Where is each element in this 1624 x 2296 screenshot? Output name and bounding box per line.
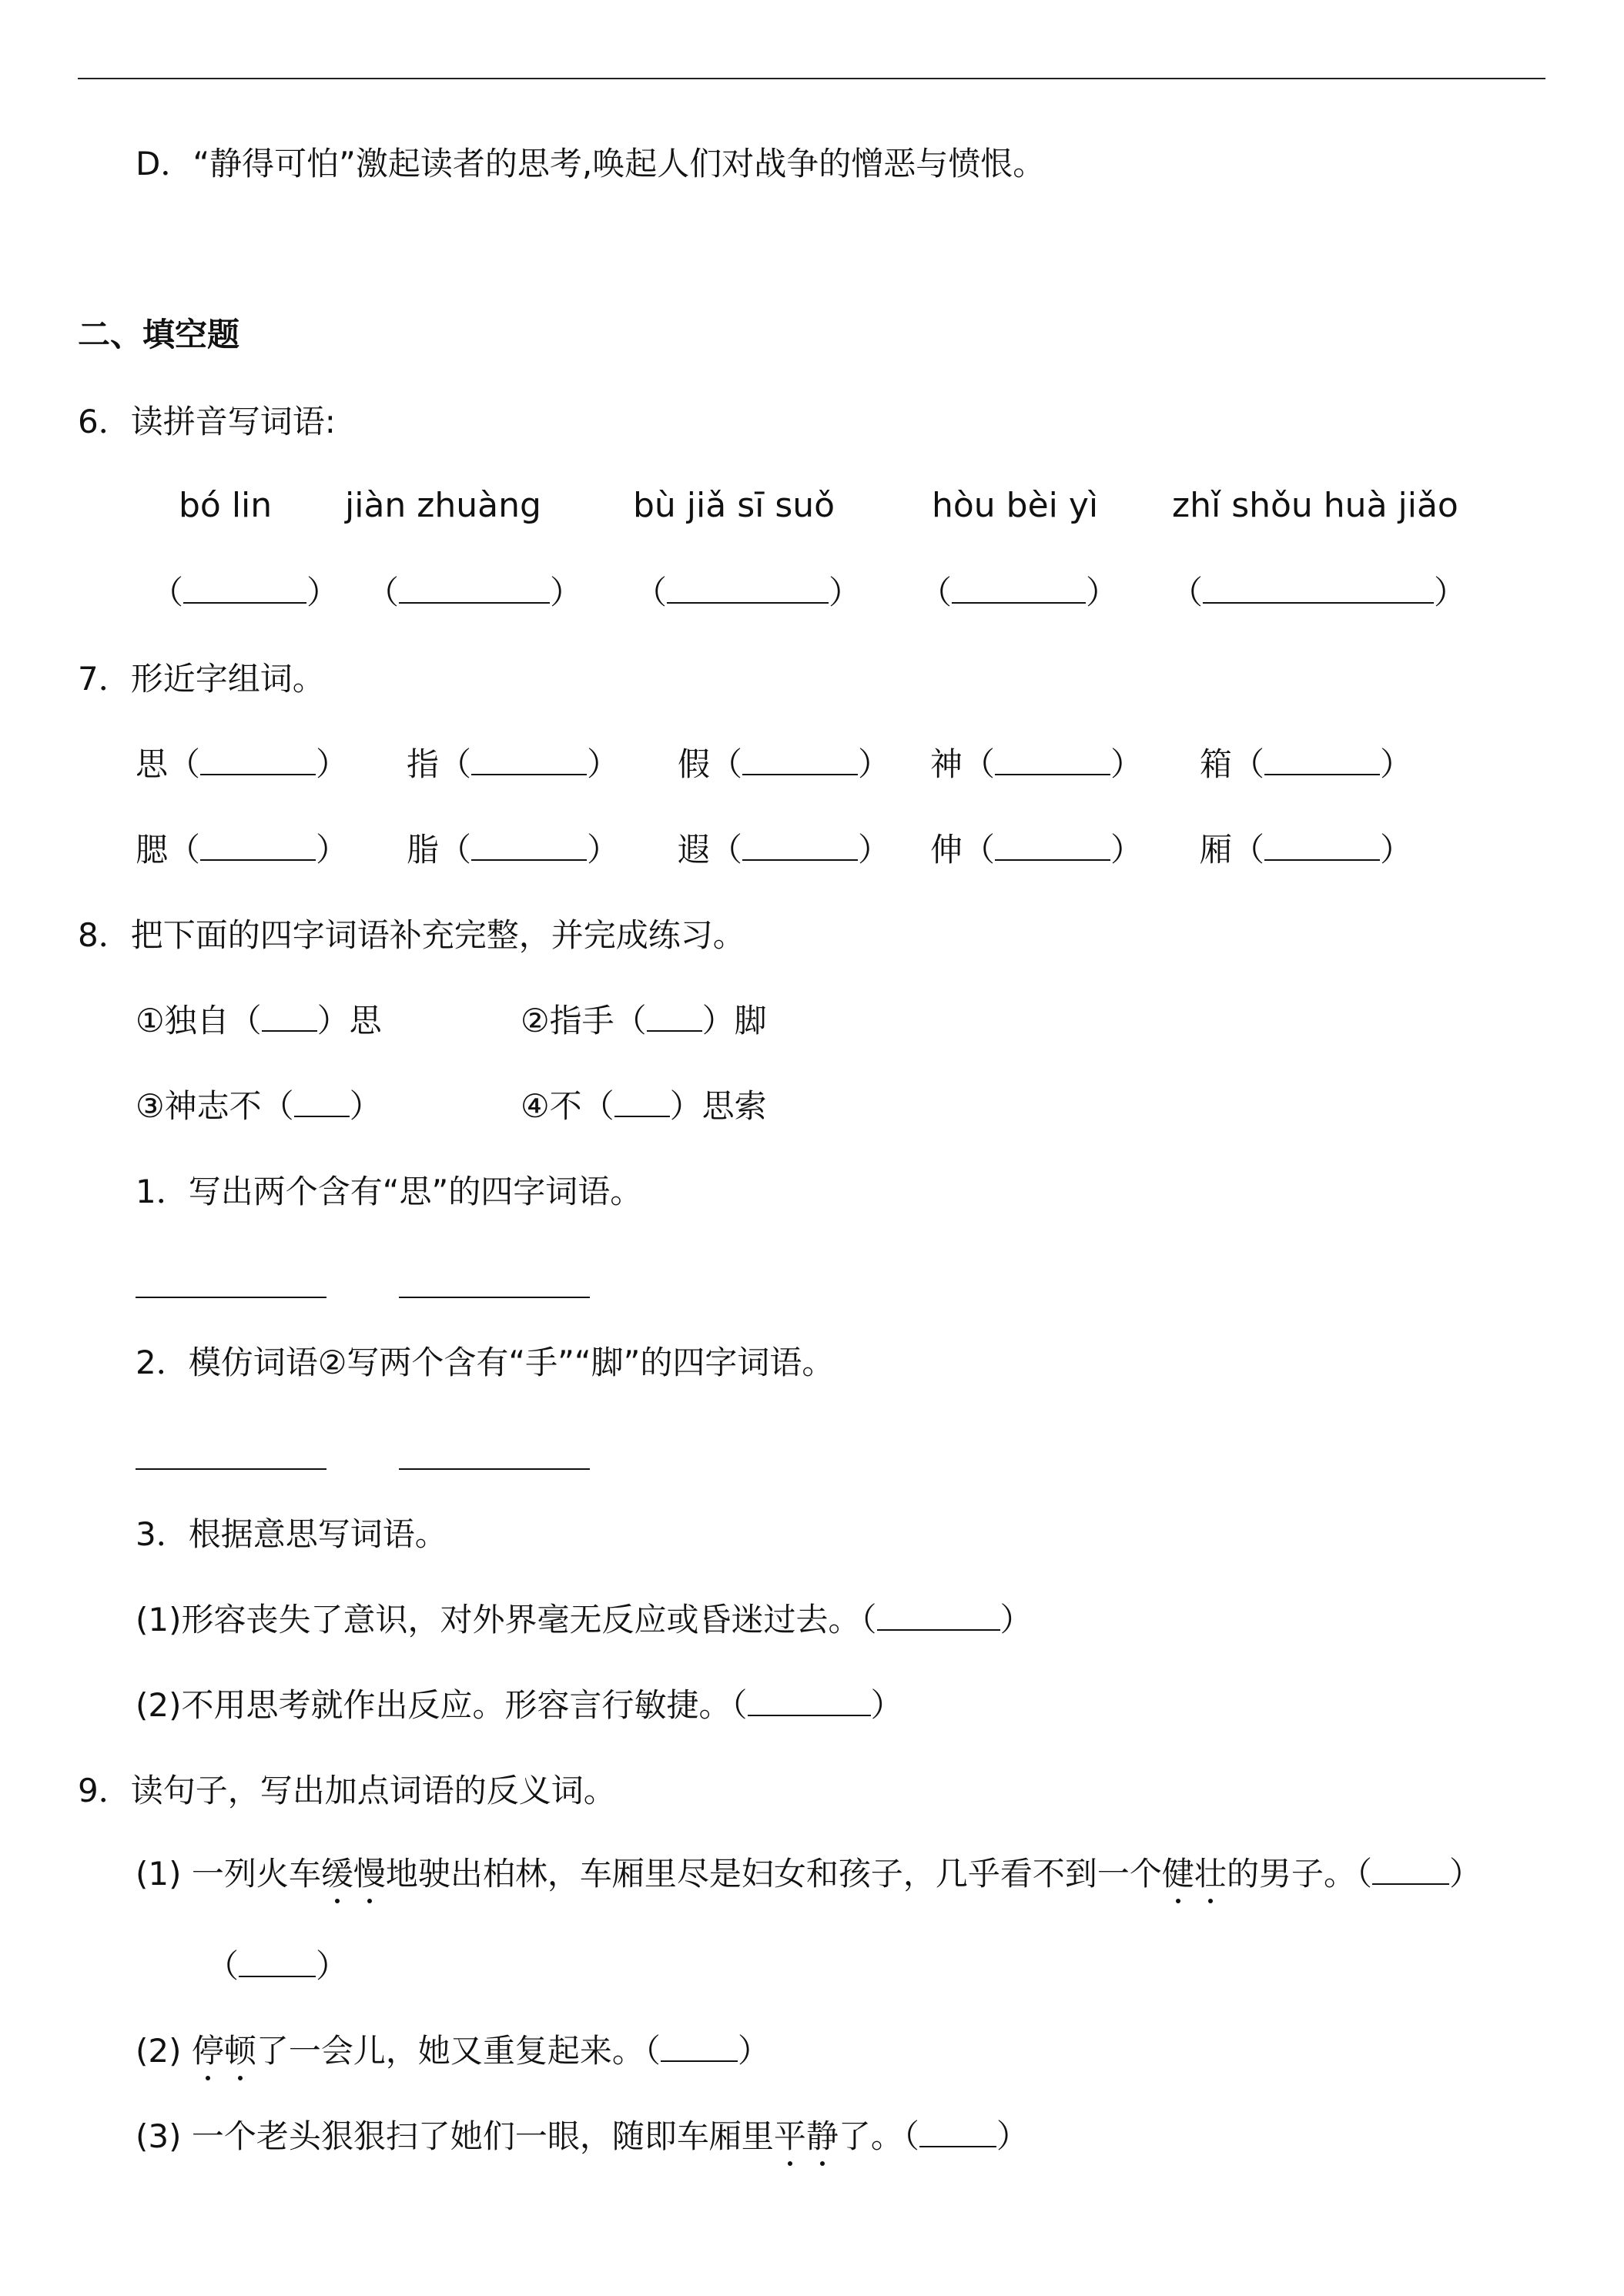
q6-answer-3[interactable] bbox=[635, 570, 861, 616]
q7-stem: 7．形近字组词。 bbox=[78, 660, 325, 698]
answer-blank[interactable] bbox=[471, 833, 587, 861]
q7-row1-item4: 神（ ） bbox=[930, 745, 1143, 783]
open-paren: （ bbox=[367, 574, 400, 611]
q8-sub3-a: (1)形容丧失了意识，对外界毫无反应或昏迷过去。（ ） bbox=[136, 1601, 1033, 1638]
q9-sentence-1-second-answer: （ ） bbox=[206, 1947, 349, 1985]
q7-row1-item1: 思（ ） bbox=[136, 745, 349, 783]
q6-answer-5[interactable] bbox=[1170, 570, 1466, 616]
answer-blank[interactable] bbox=[1264, 833, 1380, 861]
answer-blank[interactable] bbox=[294, 1089, 350, 1117]
answer-blank[interactable] bbox=[614, 1089, 670, 1117]
q8-sub3-b: (2)不用思考就作出反应。形容言行敏捷。（ ） bbox=[136, 1686, 903, 1724]
q8-item-3: ③神志不（ ） bbox=[136, 1087, 382, 1125]
q8-sub2-answer-line-1[interactable] bbox=[136, 1468, 326, 1470]
dotted-word-strong: 健壮 bbox=[1162, 1855, 1227, 1893]
q8-item-1: ①独自（ ）思 bbox=[136, 1002, 382, 1039]
answer-blank[interactable] bbox=[877, 1603, 1000, 1631]
answer-blank[interactable] bbox=[995, 748, 1110, 775]
close-paren: ） bbox=[550, 574, 583, 611]
answer-blank[interactable] bbox=[647, 1004, 702, 1032]
q7-row2-item3: 遐（ ） bbox=[678, 831, 891, 869]
q7-row2-item1: 腮（ ） bbox=[136, 831, 349, 869]
q5-option-d: D．“静得可怕”激起读者的思考,唤起人们对战争的憎恶与愤恨。 bbox=[136, 145, 1046, 182]
answer-blank[interactable] bbox=[183, 576, 306, 604]
answer-blank[interactable] bbox=[952, 576, 1086, 604]
q8-sub1-answer-line-1[interactable] bbox=[136, 1297, 326, 1298]
q6-answer-1[interactable] bbox=[151, 570, 339, 616]
answer-blank[interactable] bbox=[200, 833, 316, 861]
q6-stem: 6．读拼音写词语: bbox=[78, 403, 336, 440]
q9-sentence-2: (2) 停顿了一会儿，她又重复起来。（ ） bbox=[136, 2028, 770, 2074]
answer-blank[interactable] bbox=[667, 576, 829, 604]
open-paren: （ bbox=[151, 574, 184, 611]
section-title: 二、填空题 bbox=[78, 316, 240, 353]
dotted-word-pause: 停顿 bbox=[192, 2032, 256, 2070]
answer-blank[interactable] bbox=[262, 1004, 317, 1032]
q6-answer-2[interactable] bbox=[367, 570, 582, 616]
q6-pinyin-1: bó lin bbox=[179, 486, 273, 525]
close-paren: ） bbox=[1434, 574, 1467, 611]
close-paren: ） bbox=[306, 574, 340, 611]
q8-stem: 8．把下面的四字词语补充完整，并完成练习。 bbox=[78, 916, 745, 954]
answer-blank[interactable] bbox=[742, 748, 858, 775]
close-paren: ） bbox=[1086, 574, 1119, 611]
header-rule bbox=[78, 78, 1545, 79]
q8-sub1: 1．写出两个含有“思”的四字词语。 bbox=[136, 1173, 643, 1210]
q6-pinyin-4: hòu bèi yì bbox=[932, 486, 1099, 525]
q6-pinyin-2: jiàn zhuàng bbox=[345, 486, 541, 525]
answer-blank[interactable] bbox=[239, 1950, 316, 1977]
q8-sub2-answer-line-2[interactable] bbox=[399, 1468, 590, 1470]
answer-blank[interactable] bbox=[1203, 576, 1434, 604]
q8-sub3: 3．根据意思写词语。 bbox=[136, 1515, 447, 1553]
q9-sentence-3: (3) 一个老头狠狠扫了她们一眼，随即车厢里平静了。（ ） bbox=[136, 2114, 1029, 2160]
answer-blank[interactable] bbox=[995, 833, 1110, 861]
answer-blank[interactable] bbox=[1264, 748, 1380, 775]
answer-blank[interactable] bbox=[471, 748, 587, 775]
answer-blank[interactable] bbox=[399, 576, 550, 604]
q7-row2-item4: 伸（ ） bbox=[930, 831, 1143, 869]
q8-item-4: ④不（ ）思索 bbox=[521, 1087, 767, 1125]
q6-pinyin-5: zhǐ shǒu huà jiǎo bbox=[1172, 486, 1458, 525]
q6-answer-4[interactable] bbox=[919, 570, 1118, 616]
q8-sub1-answer-line-2[interactable] bbox=[399, 1297, 590, 1298]
q9-sentence-1: (1) 一列火车缓慢地驶出柏林，车厢里尽是妇女和孩子，几乎看不到一个健壮的男子。（ ） bbox=[136, 1851, 1482, 1897]
q9-stem: 9．读句子，写出加点词语的反义词。 bbox=[78, 1772, 616, 1809]
open-paren: （ bbox=[635, 574, 668, 611]
answer-blank[interactable] bbox=[742, 833, 858, 861]
answer-blank[interactable] bbox=[661, 2034, 738, 2062]
q8-item-2: ②指手（ ）脚 bbox=[521, 1002, 767, 1039]
q7-row2-item2: 脂（ ） bbox=[407, 831, 620, 869]
answer-blank[interactable] bbox=[748, 1689, 871, 1716]
q6-pinyin-3: bù jiǎ sī suǒ bbox=[633, 486, 835, 525]
q7-row1-item2: 指（ ） bbox=[407, 745, 620, 783]
close-paren: ） bbox=[829, 574, 862, 611]
answer-blank[interactable] bbox=[200, 748, 316, 775]
q8-sub2: 2．模仿词语②写两个含有“手”“脚”的四字词语。 bbox=[136, 1344, 835, 1381]
q7-row1-item3: 假（ ） bbox=[678, 745, 891, 783]
open-paren: （ bbox=[1170, 574, 1204, 611]
q7-row1-item5: 箱（ ） bbox=[1200, 745, 1413, 783]
open-paren: （ bbox=[919, 574, 953, 611]
answer-blank[interactable] bbox=[1372, 1857, 1449, 1885]
dotted-word-slow: 缓慢 bbox=[321, 1855, 386, 1893]
dotted-word-calm: 平静 bbox=[774, 2117, 839, 2155]
q7-row2-item5: 厢（ ） bbox=[1200, 831, 1413, 869]
answer-blank[interactable] bbox=[919, 2120, 996, 2147]
